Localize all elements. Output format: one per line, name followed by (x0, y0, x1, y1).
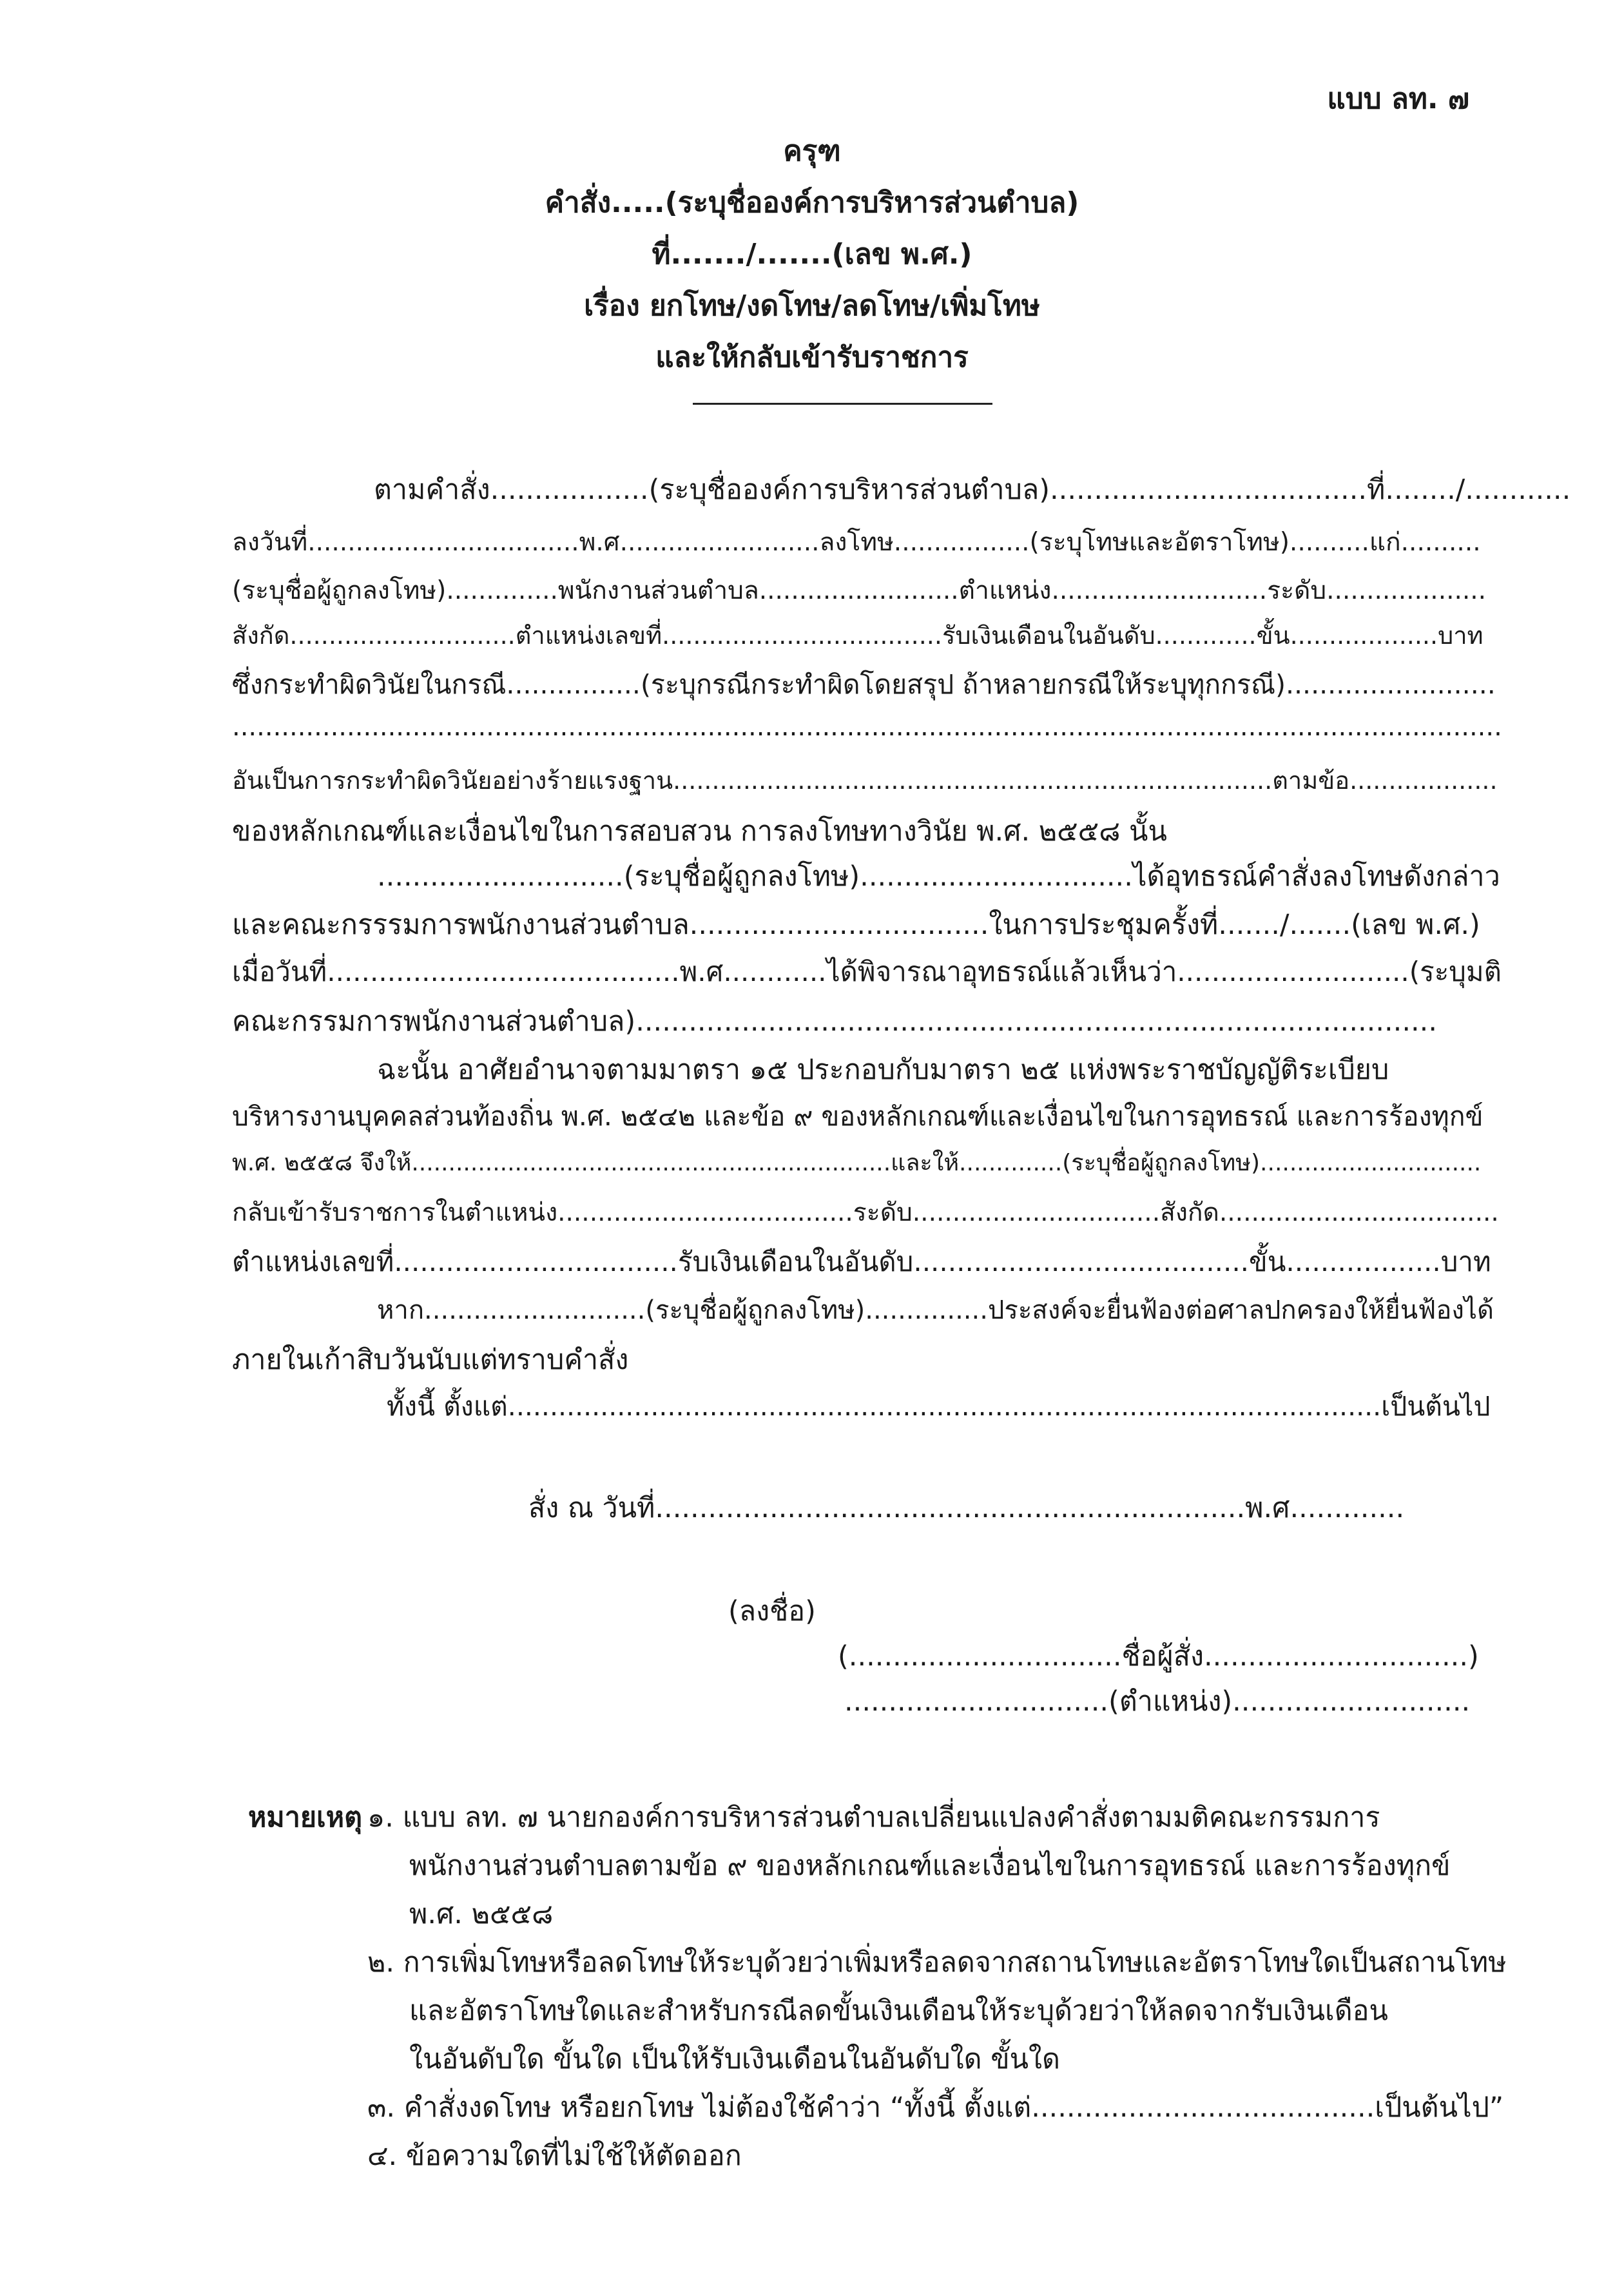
header-divider (693, 403, 992, 405)
body-line-9: ............................(ระบุชื่อผู้ถูกลงโทษ)...............................ได้อุทธรณ์คำสั่งลงโทษดังกล่าว (377, 860, 1500, 893)
body-line-18: หาก...........................(ระบุชื่อผู้ถูกลงโทษ)...............ประสงค์จะยื่นฟ้องต่อศาลปกครองให้ยื่นฟ้องได้ (377, 1295, 1494, 1325)
order-subject: เรื่อง ยกโทษ/งดโทษ/ลดโทษ/เพิ่มโทษ (584, 289, 1040, 322)
body-line-4: สังกัด.............................ตำแหน่งเลขที่....................................รับเงินเดือนในอันดับ.............ขั้น...................บาท (232, 621, 1484, 650)
body-line-15: พ.ศ. ๒๕๕๘ จึงให้.................................................................และให้..............(ระบุชื่อผู้ถูกลงโทษ).............................. (232, 1150, 1482, 1176)
body-line-5: ซึ่งกระทำผิดวินัยในกรณี................(ระบุกรณีกระทำผิดโดยสรุป ถ้าหลายกรณีให้ระบุทุกกรณี)......................... (232, 669, 1496, 700)
note-line: ๑. แบบ ลท. ๗ นายกองค์การบริหารส่วนตำบลเปลี่ยนแปลงคำสั่งตามมติคณะกรรมการ (367, 1801, 1380, 1834)
garuda-emblem-label: ครุฑ (783, 135, 841, 168)
notes-label: หมายเหตุ (248, 1801, 362, 1834)
signer-name: (...............................ชื่อผู้สั่ง..............................) (838, 1640, 1479, 1673)
note-line: ๔. ข้อความใดที่ไม่ใช้ให้ตัดออก (367, 2140, 742, 2172)
document-header (0, 126, 1624, 383)
note-line: ในอันดับใด ขั้นใด เป็นให้รับเงินเดือนในอันดับใด ขั้นใด (409, 2043, 1060, 2075)
note-line: และอัตราโทษใดและสำหรับกรณีลดขั้นเงินเดือนให้ระบุด้วยว่าให้ลดจากรับเงินเดือน (409, 1995, 1388, 2027)
note-line: พ.ศ. ๒๕๕๘ (409, 1898, 554, 1930)
note-line: ๓. คำสั่งงดโทษ หรือยกโทษ ไม่ต้องใช้คำว่า “ทั้งนี้ ตั้งแต่.......................................เป็นต้นไป” (367, 2091, 1504, 2124)
order-number: ที่......./.......(เลข พ.ศ.) (652, 238, 972, 271)
body-line-3: (ระบุชื่อผู้ถูกลงโทษ)..............พนักงานส่วนตำบล.........................ตำแหน่ง...........................ระดับ.................... (232, 576, 1487, 605)
signer-position: ..............................(ตำแหน่ง)........................... (844, 1685, 1471, 1718)
body-line-7: อันเป็นการกระทำผิดวินัยอย่างร้ายแรงฐาน.............................................................................ตามข้อ................... (232, 766, 1498, 795)
order-of: คำสั่ง.....(ระบุชื่อองค์การบริหารส่วนตำบล) (545, 186, 1079, 219)
note-line: ๒. การเพิ่มโทษหรือลดโทษให้ระบุด้วยว่าเพิ่มหรือลดจากสถานโทษและอัตราโทษใดเป็นสถานโทษ (367, 1946, 1507, 1979)
body-line-16: กลับเข้ารับราชการในตำแหน่ง.....................................ระดับ...............................สังกัด................................... (232, 1198, 1499, 1227)
body-line-6: ........................................................................................................................................................... (232, 712, 1502, 742)
signature-label: (ลงชื่อ) (728, 1595, 816, 1627)
body-line-17: ตำแหน่งเลขที่.................................รับเงินเดือนในอันดับ.......................................ขั้น..................บาท (232, 1246, 1491, 1277)
body-line-14: บริหารงานบุคคลส่วนท้องถิ่น พ.ศ. ๒๕๔๒ และข้อ ๙ ของหลักเกณฑ์และเงื่อนไขในการอุทธรณ์ และการร้องทุกข์ (232, 1101, 1484, 1132)
note-line: พนักงานส่วนตำบลตามข้อ ๙ ของหลักเกณฑ์และเงื่อนไขในการอุทธรณ์ และการร้องทุกข์ (409, 1850, 1451, 1882)
body-line-8: ของหลักเกณฑ์และเงื่อนไขในการสอบสวน การลงโทษทางวินัย พ.ศ. ๒๕๕๘ นั้น (232, 815, 1167, 848)
body-line-2: ลงวันที่..................................พ.ศ.........................ลงโทษ.................(ระบุโทษและอัตราโทษ)..........แก่.......... (232, 528, 1481, 557)
order-date: สั่ง ณ วันที่...................................................................พ.ศ............. (528, 1492, 1405, 1524)
form-code: แบบ ลท. ๗ (1327, 82, 1469, 115)
body-line-1: ตามคำสั่ง..................(ระบุชื่อองค์การบริหารส่วนตำบล)....................................ที่......../............ (374, 474, 1571, 506)
body-line-13: ฉะนั้น อาศัยอำนาจตามมาตรา ๑๕ ประกอบกับมาตรา ๒๕ แห่งพระราชบัญญัติระเบียบ (377, 1054, 1389, 1086)
body-line-20: ทั้งนี้ ตั้งแต่........................................................................................................เป็นต้นไป (387, 1391, 1491, 1422)
body-line-11: เมื่อวันที่.........................................พ.ศ............ได้พิจารณาอุทธรณ์แล้วเห็นว่า...........................(ระบุมติ (232, 956, 1502, 987)
body-line-10: และคณะกรรรมการพนักงานส่วนตำบล..................................ในการประชุมครั้งที่......./.......(เลข พ.ศ.) (232, 909, 1480, 941)
body-line-19: ภายในเก้าสิบวันนับแต่ทราบคำสั่ง (232, 1344, 629, 1376)
order-subject-continued: และให้กลับเข้ารับราชการ (655, 341, 969, 374)
body-line-12: คณะกรรมการพนักงานส่วนตำบล)........................................................................................... (232, 1005, 1438, 1038)
